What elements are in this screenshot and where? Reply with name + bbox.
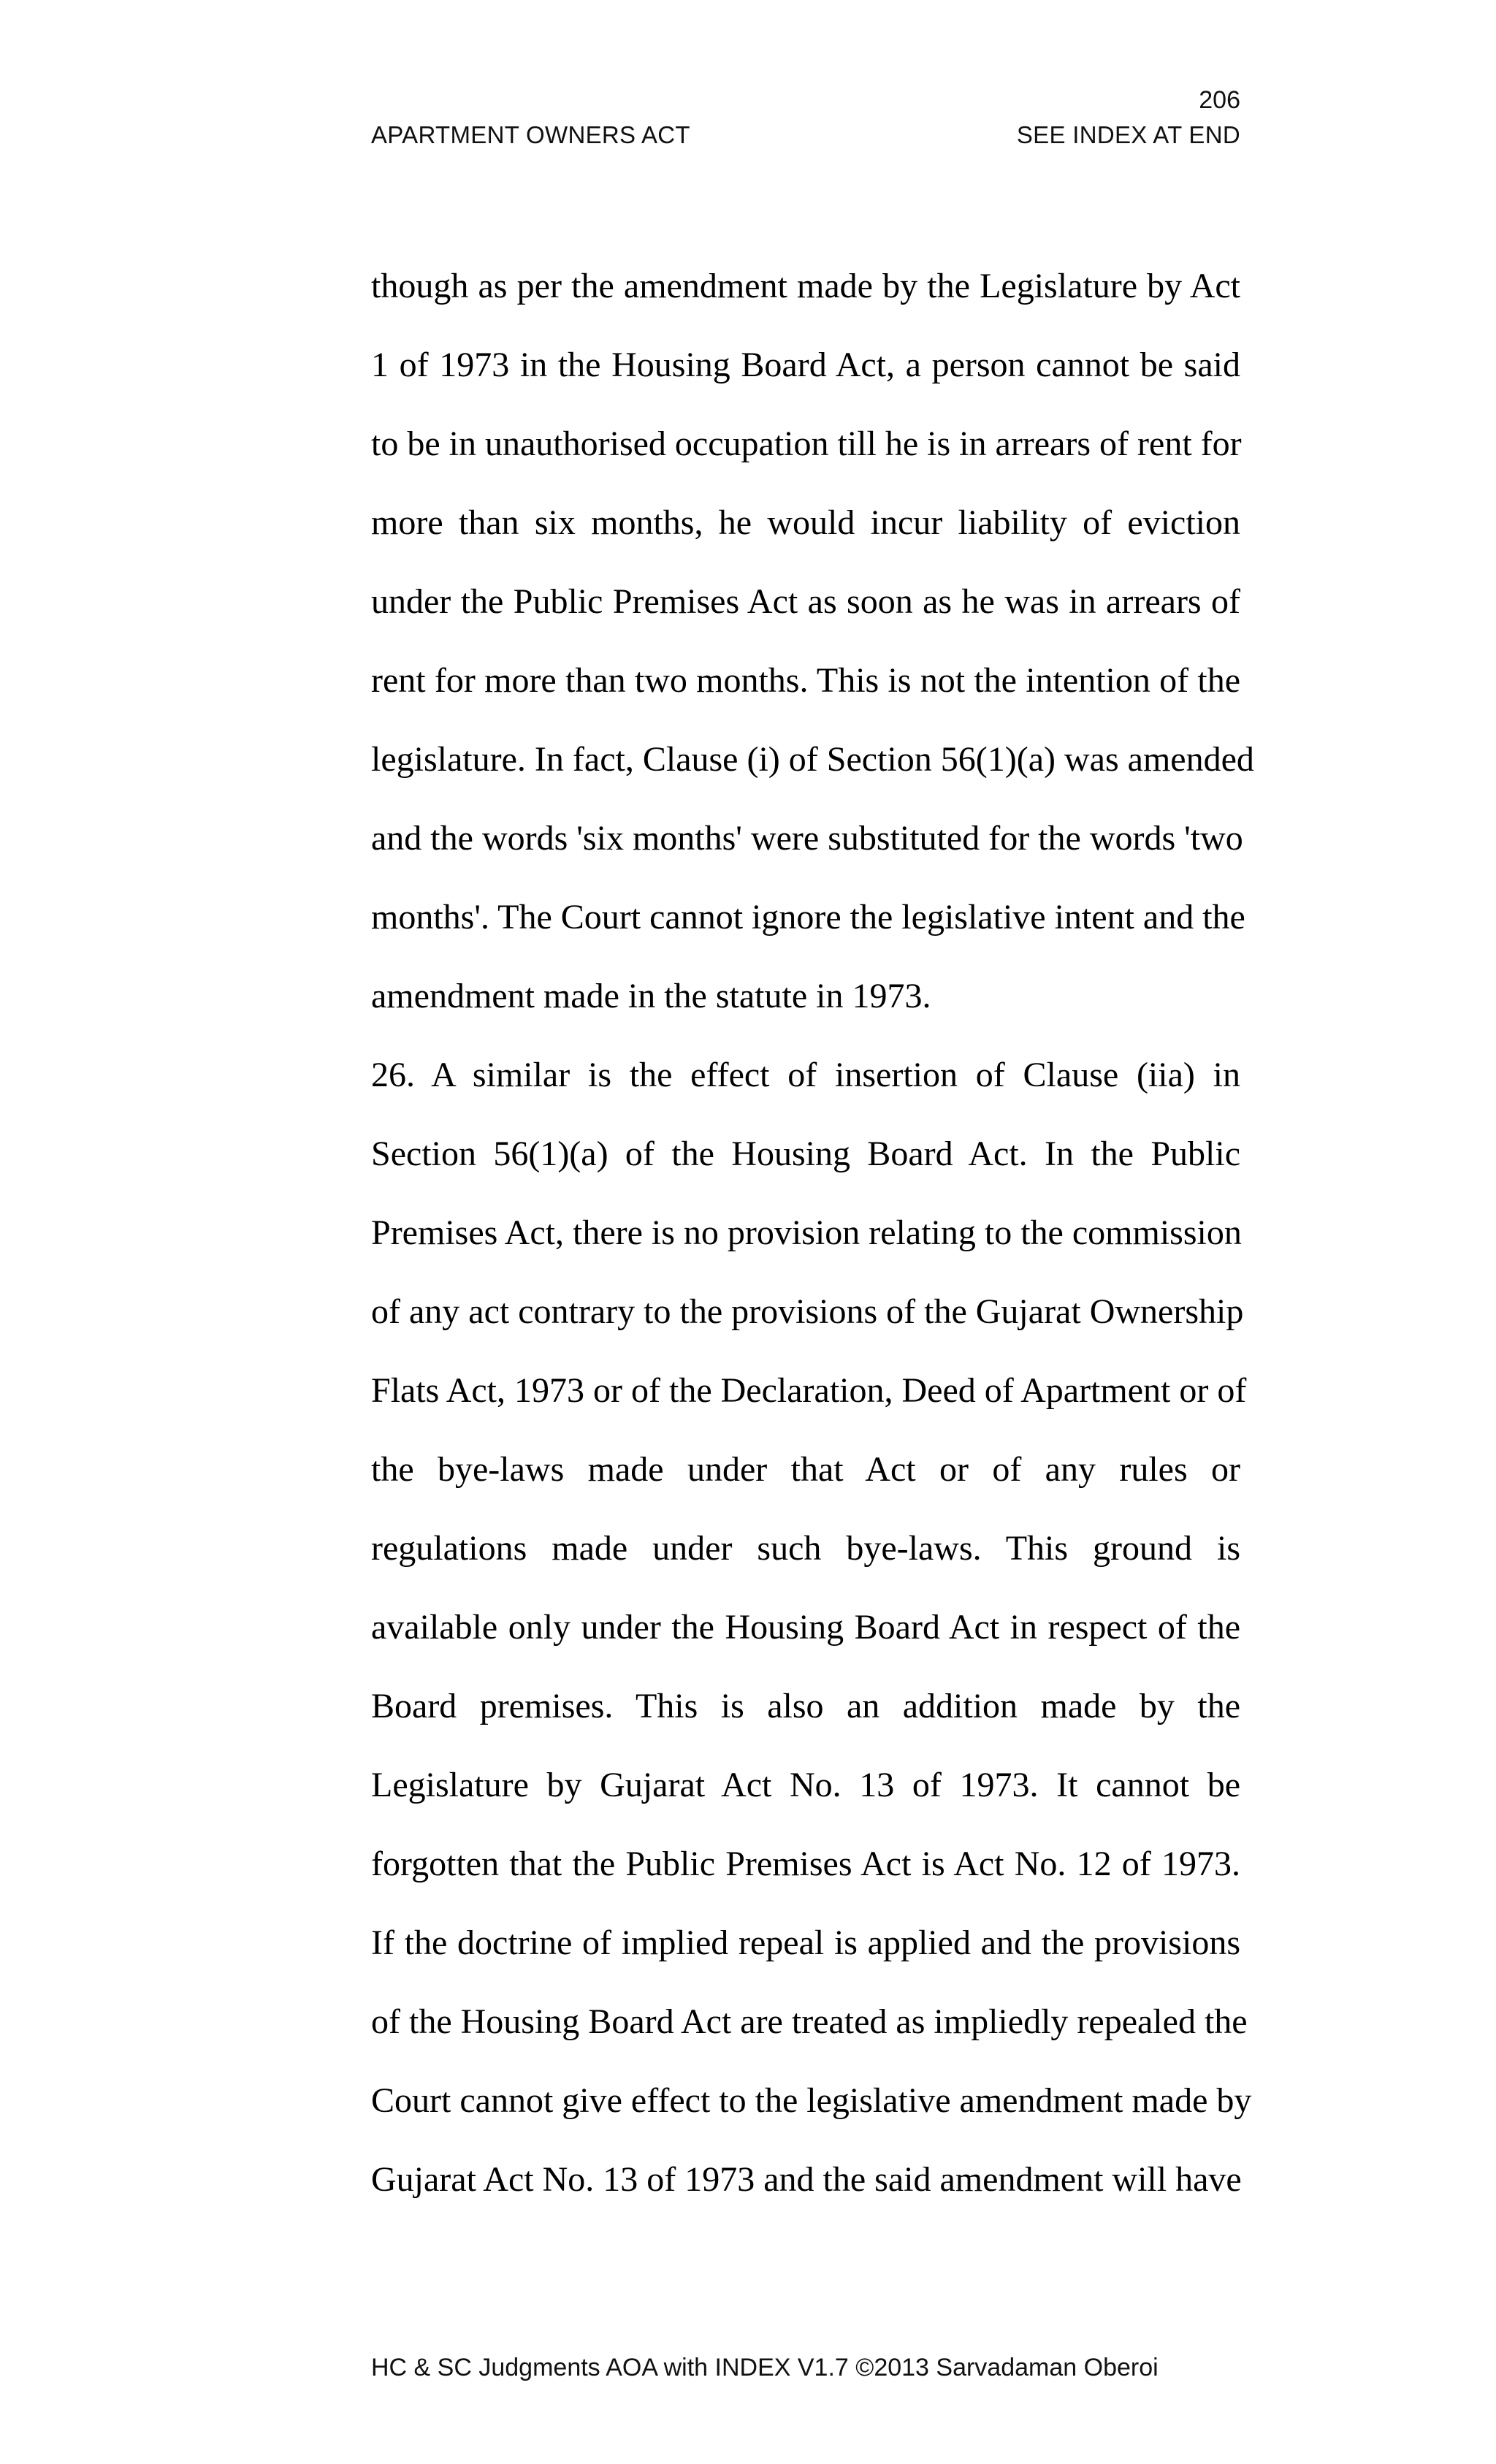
text-line: Board premises. This is also an addition made by the (371, 1687, 1240, 1725)
text-line: to be in unauthorised occupation till he is in arrears of rent for (371, 424, 1242, 463)
text-line: and the words 'six months' were substituted for the words 'two (371, 819, 1243, 858)
text-line: Flats Act, 1973 or of the Declaration, Deed of Apartment or of (371, 1371, 1247, 1410)
text-line: Section 56(1)(a) of the Housing Board Act. In the Public (371, 1134, 1240, 1173)
text-line: months'. The Court cannot ignore the legislative intent and the (371, 898, 1245, 937)
running-header-index-note: SEE INDEX AT END (1016, 121, 1240, 148)
running-header-title: APARTMENT OWNERS ACT (371, 121, 690, 148)
text-line: regulations made under such bye-laws. This ground is (371, 1529, 1240, 1568)
text-line: the bye-laws made under that Act or of any rules or (371, 1450, 1240, 1489)
text-line: rent for more than two months. This is not the intention of the (371, 661, 1240, 700)
text-line: forgotten that the Public Premises Act is Act No. 12 of 1973. (371, 1845, 1240, 1883)
text-line: amendment made in the statute in 1973. (371, 977, 931, 1015)
text-line: of the Housing Board Act are treated as impliedly repealed the (371, 2002, 1248, 2041)
text-line: Premises Act, there is no provision relating to the commission (371, 1213, 1242, 1252)
text-line: under the Public Premises Act as soon as he was in arrears of (371, 582, 1240, 621)
page-number: 206 (1199, 86, 1240, 114)
text-line: Legislature by Gujarat Act No. 13 of 1973. It cannot be (371, 1766, 1240, 1804)
text-line: though as per the amendment made by the Legislature by Act (371, 267, 1240, 305)
text-line: more than six months, he would incur liability of eviction (371, 503, 1240, 542)
text-line: 26. A similar is the effect of insertion of Clause (iia) in (371, 1056, 1240, 1094)
text-line: available only under the Housing Board Act in respect of the (371, 1608, 1240, 1647)
body-text (371, 259, 1254, 2232)
text-line: Gujarat Act No. 13 of 1973 and the said amendment will have (371, 2160, 1242, 2199)
text-line: If the doctrine of implied repeal is applied and the provisions (371, 1923, 1240, 1962)
footer-copyright: HC & SC Judgments AOA with INDEX V1.7 ©2013 Sarvadaman Oberoi (371, 2354, 1159, 2381)
text-line: legislature. In fact, Clause (i) of Section 56(1)(a) was amended (371, 740, 1254, 779)
text-line: of any act contrary to the provisions of the Gujarat Ownership (371, 1292, 1244, 1331)
text-line: 1 of 1973 in the Housing Board Act, a person cannot be said (371, 346, 1240, 384)
text-line: Court cannot give effect to the legislative amendment made by (371, 2081, 1252, 2120)
